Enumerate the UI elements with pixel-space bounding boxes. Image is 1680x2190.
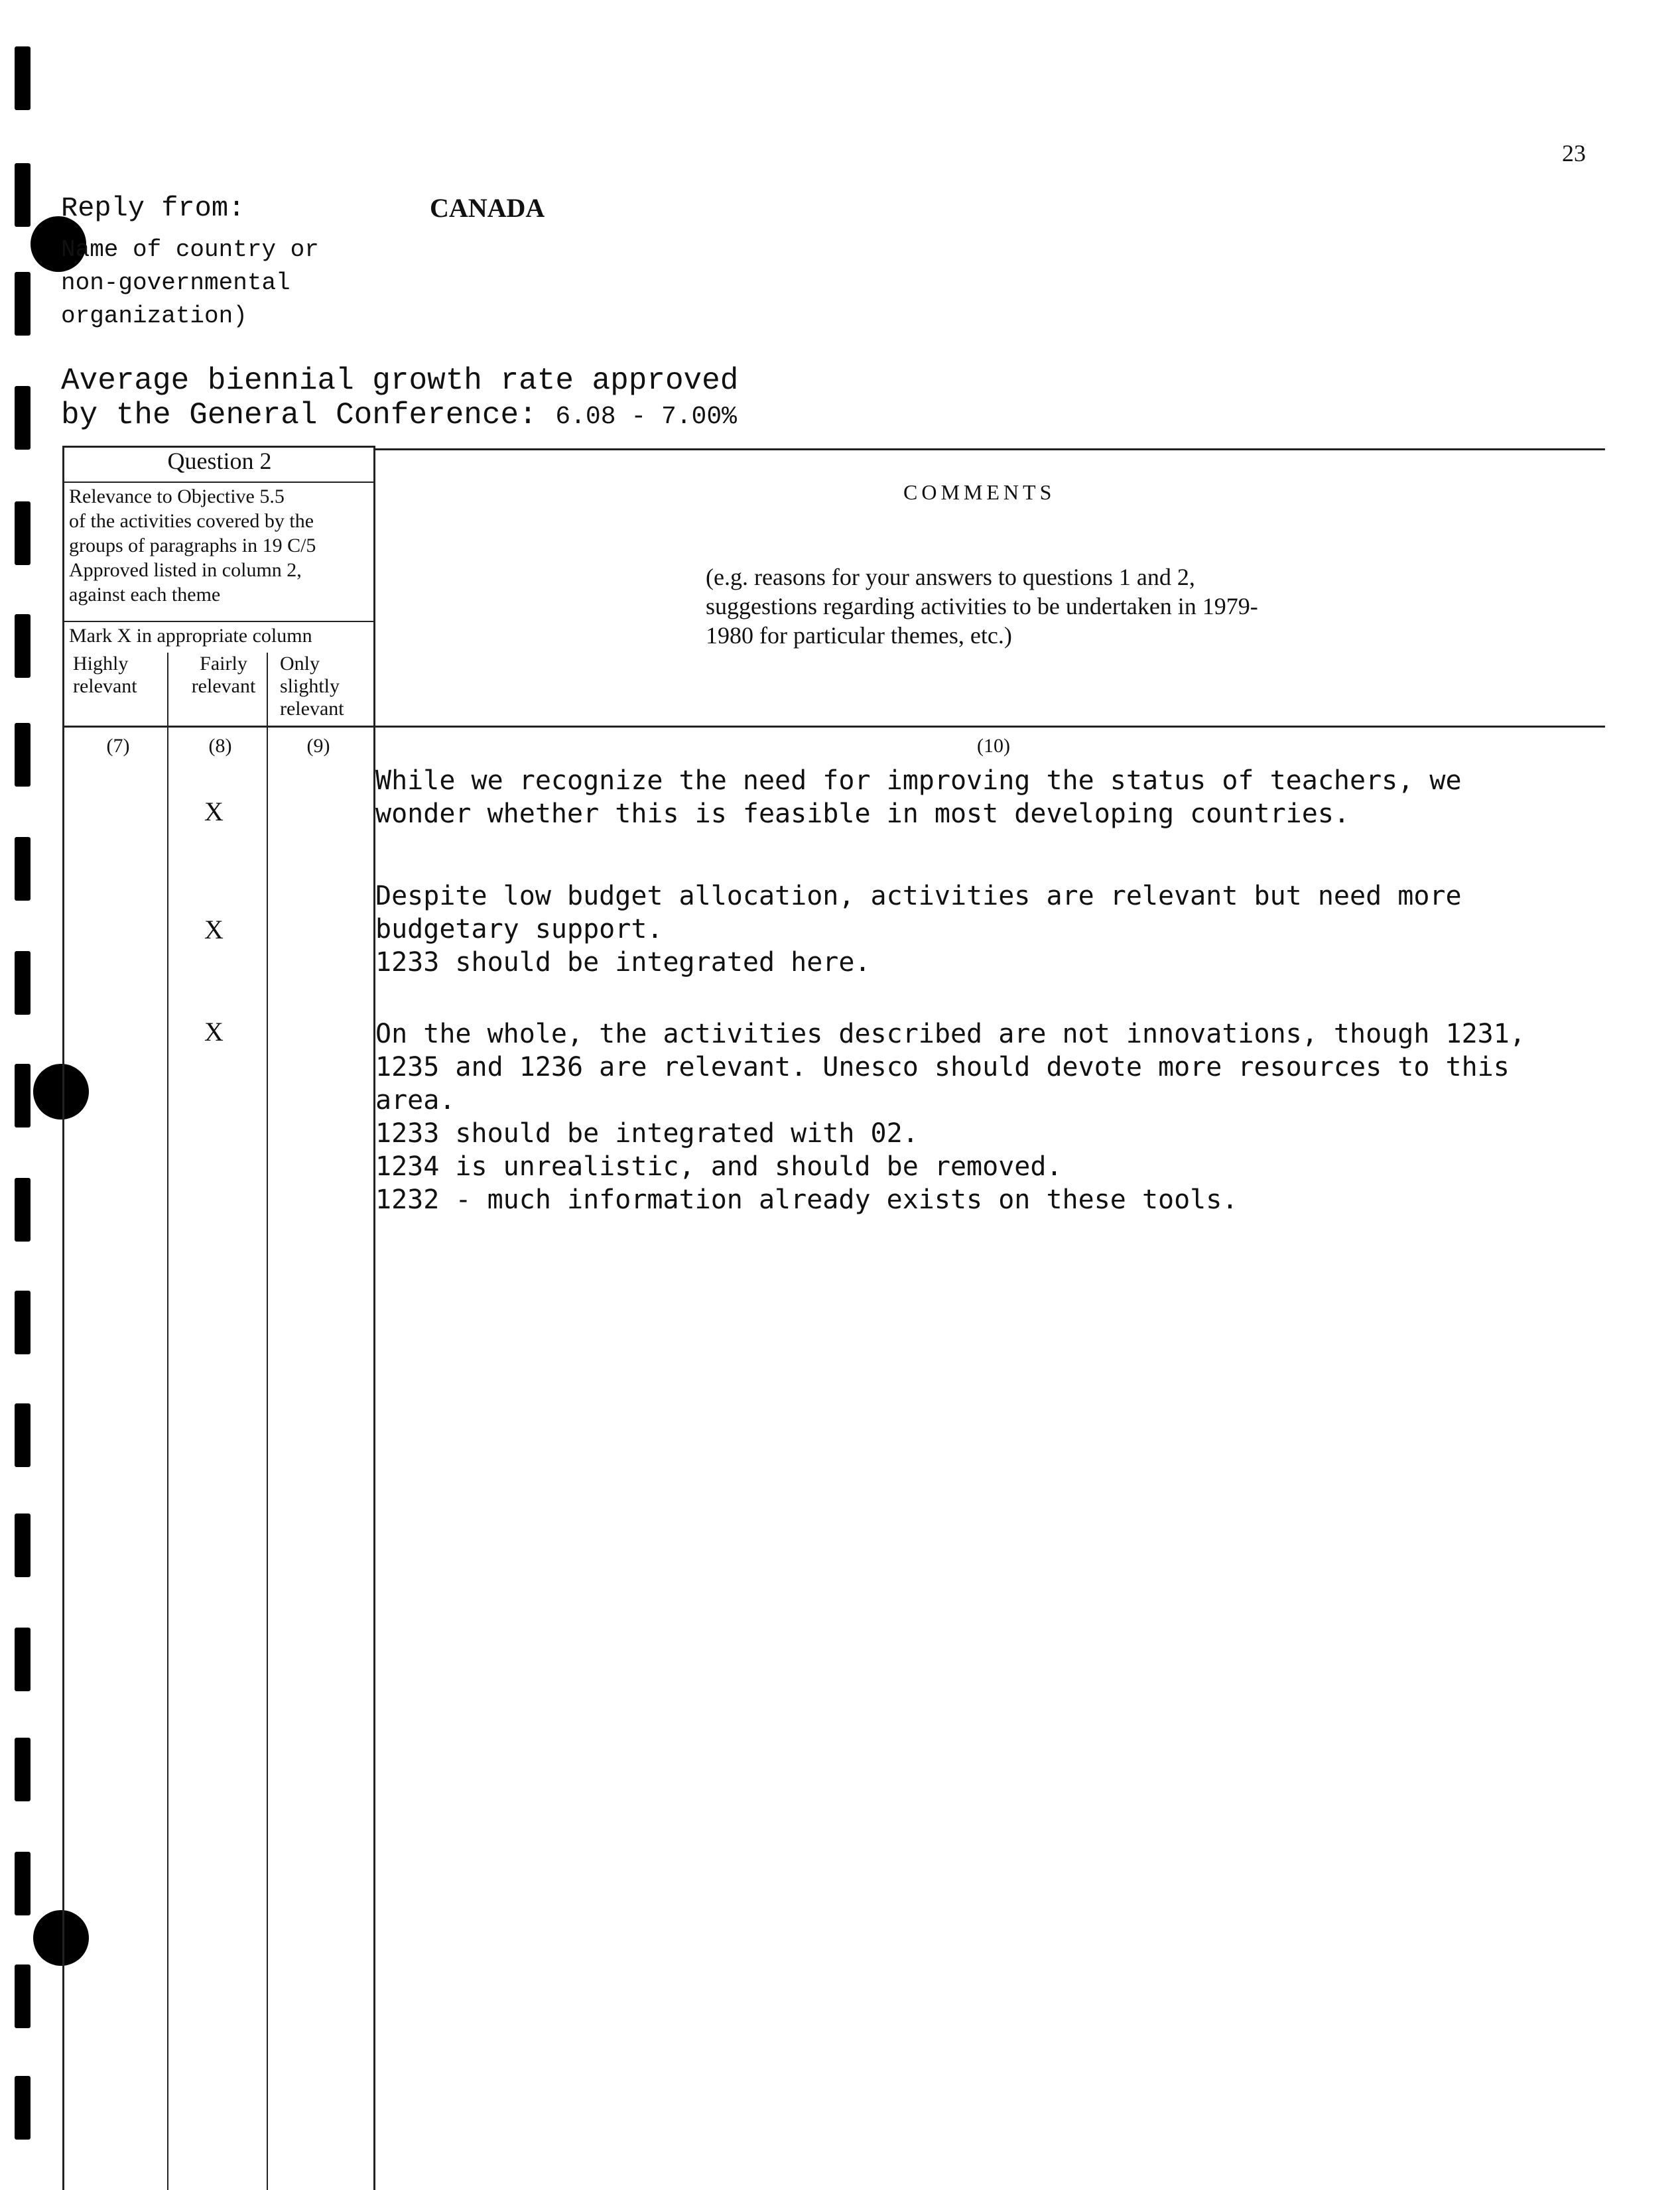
- column-number: (9): [306, 735, 330, 757]
- comment-row: [375, 764, 1589, 830]
- column-head-line: Only: [280, 653, 320, 675]
- growth-line-1: Average biennial growth rate approved: [61, 363, 739, 398]
- growth-rate-value: 6.08 - 7.00%: [555, 403, 737, 431]
- binding-mark: [15, 837, 31, 901]
- country-name: CANADA: [430, 193, 545, 223]
- relevance-mark: X: [204, 1017, 224, 1047]
- binding-mark: [15, 1403, 31, 1467]
- column-highly-relevant: [73, 653, 159, 698]
- relevance-line: of the activities covered by the: [69, 510, 314, 532]
- relevance-mark: X: [204, 797, 224, 826]
- binding-mark: [15, 272, 31, 336]
- comment-line: 1233 should be integrated here.: [375, 947, 871, 978]
- table-rule: [62, 726, 1605, 728]
- reply-label: Reply from:: [61, 192, 245, 224]
- column-head-line: relevant: [191, 675, 256, 697]
- binding-mark: [15, 1852, 31, 1915]
- column-head-line: Fairly: [200, 653, 247, 675]
- column-number: (7): [106, 735, 130, 757]
- binding-mark: [15, 1291, 31, 1354]
- comment-line: 1232 - much information already exists on these tools.: [375, 1185, 1238, 1215]
- table-rule: [62, 621, 375, 622]
- binding-mark: [15, 1178, 31, 1242]
- comment-line: 1235 and 1236 are relevant. Unesco should devote more resources to this: [375, 1052, 1510, 1082]
- comment-row: [375, 1017, 1589, 1216]
- relevance-description: [69, 484, 374, 607]
- relevance-mark: X: [204, 915, 224, 944]
- table-rule: [373, 446, 375, 2190]
- comment-line: area.: [375, 1085, 456, 1116]
- comments-note: (e.g. reasons for your answers to questions 1 and 2, suggestions regarding activities to be undertaken in 1979-1980 for particular themes, etc.): [706, 564, 1258, 649]
- column-number: (10): [977, 735, 1010, 757]
- comment-line: While we recognize the need for improving the status of teachers, we: [375, 765, 1462, 796]
- table-rule: [167, 653, 168, 2190]
- comment-line: 1234 is unrealistic, and should be removed.: [375, 1151, 1063, 1182]
- comment-line: wonder whether this is feasible in most developing countries.: [375, 799, 1350, 829]
- binding-mark: [15, 46, 31, 110]
- comments-title: COMMENTS: [903, 480, 1056, 504]
- growth-rate-label: [61, 363, 738, 434]
- column-number: (8): [208, 735, 232, 757]
- binding-mark: [15, 1738, 31, 1801]
- column-slightly-relevant: [280, 653, 373, 720]
- binding-mark: [15, 163, 31, 227]
- table-rule: [62, 446, 64, 2190]
- punch-hole: [33, 1910, 89, 1966]
- comment-row: [375, 879, 1589, 979]
- table-rule: [267, 653, 268, 2190]
- relevance-line: Approved listed in column 2,: [69, 559, 302, 581]
- question-heading: Question 2: [167, 448, 272, 474]
- relevance-line: Relevance to Objective 5.5: [69, 485, 285, 507]
- column-head-line: relevant: [280, 698, 344, 720]
- binding-mark: [15, 614, 31, 678]
- column-fairly-relevant: [180, 653, 267, 698]
- growth-line-2: [61, 398, 738, 434]
- comment-line: On the whole, the activities described are not innovations, though 1231,: [375, 1019, 1525, 1049]
- binding-mark: [15, 1064, 31, 1127]
- binding-mark: [15, 386, 31, 450]
- binding-mark: [15, 1628, 31, 1691]
- binding-mark: [15, 1514, 31, 1577]
- binding-mark: [15, 951, 31, 1015]
- binding-mark: [15, 1965, 31, 2028]
- comment-line: Despite low budget allocation, activities are relevant but need more: [375, 881, 1462, 911]
- growth-line-2-text: by the General Conference:: [61, 398, 537, 432]
- punch-hole: [33, 1064, 89, 1120]
- comment-line: budgetary support.: [375, 914, 663, 944]
- column-head-line: slightly: [280, 675, 340, 697]
- page-number: 23: [1562, 140, 1586, 166]
- binding-mark: [15, 723, 31, 787]
- relevance-line: groups of paragraphs in 19 C/5: [69, 535, 316, 556]
- binding-mark: [15, 501, 31, 565]
- column-head-line: Highly: [73, 653, 129, 675]
- table-rule: [62, 482, 375, 483]
- reply-sublabel: Name of country or non-governmental organization): [61, 236, 319, 330]
- mark-instruction: Mark X in appropriate column: [69, 625, 312, 647]
- binding-mark: [15, 2076, 31, 2140]
- column-head-line: relevant: [73, 675, 137, 697]
- table-rule: [375, 448, 1605, 450]
- relevance-line: against each theme: [69, 584, 221, 606]
- comment-line: 1233 should be integrated with 02.: [375, 1118, 919, 1149]
